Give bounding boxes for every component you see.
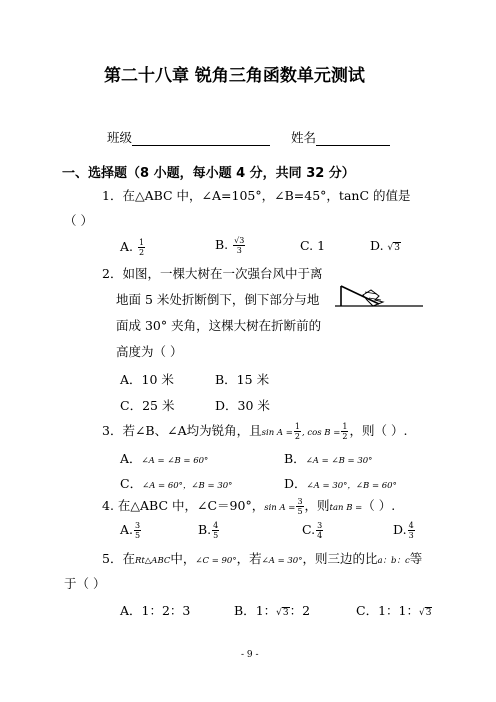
fraction: $\frac{√3}{3}$ [234,236,245,255]
fraction: $\frac{3}{5}$ [297,497,303,516]
q4-stem: 4. 在△ABC 中，∠C＝90°，sin A = $\frac{3}{5}$ ，则tan B =（ ）. [102,497,396,516]
fraction: $\frac{3}{4}$ [317,521,323,540]
broken-tree-figure [335,280,425,310]
class-label: 班级 [107,130,133,145]
fraction: $\frac{4}{5}$ [213,521,219,540]
q4-option-d[interactable]: D. $\frac{4}{3}$ [393,521,414,540]
name-label: 姓名 [291,130,317,145]
q3-option-a[interactable]: A．∠A = ∠B = 60° [120,451,209,466]
q5-stem: 5．在Rt△ABC中，∠C = 90°，若∠A = 30°，则三边的比a：b：c等 [102,551,423,566]
q2-option-a[interactable]: A．10 米 [120,372,174,387]
q2-line-1: 2．如图，一棵大树在一次强台风中于离 [102,266,323,281]
q5-line-2: 于（ ） [64,576,106,591]
fraction: $\frac{1}{2}$ [342,422,348,441]
q5-option-c[interactable]: C．1：1：√3 [356,603,432,618]
q1-option-a[interactable]: A. $\frac{1}{2}$ [120,238,145,257]
name-field[interactable] [291,128,390,146]
fraction: $\frac{3}{5}$ [135,521,141,540]
section-heading: 一、选择题（8 小题，每小题 4 分，共同 32 分） [62,166,355,181]
q3-stem: 3．若∠B、∠A均为锐角，且sin A = $\frac{1}{2}$ , cos B = $\frac{1}{2}$ ，则（ ）. [102,422,408,441]
q4-option-a[interactable]: A. $\frac{3}{5}$ [120,521,141,540]
q4-option-b[interactable]: B. $\frac{4}{5}$ [198,521,219,540]
q2-option-b[interactable]: B．15 米 [215,372,270,387]
q3-option-c[interactable]: C．∠A = 60°，∠B = 30° [120,476,233,491]
fraction: $\frac{1}{2}$ [139,238,145,257]
q3-option-b[interactable]: B．∠A = ∠B = 30° [284,451,373,466]
fraction: $\frac{1}{2}$ [294,422,300,441]
q1-stem: 1．在△ABC 中，∠A=105°，∠B=45°，tanC 的值是 [102,188,411,203]
q4-option-c[interactable]: C. $\frac{3}{4}$ [302,521,323,540]
sqrt-symbol: √3 [387,243,401,253]
sqrt-symbol: √3 [276,608,289,618]
page-title: 第二十八章 锐角三角函数单元测试 [104,66,365,86]
q3-option-d[interactable]: D．∠A = 30°，∠B = 60° [284,476,397,491]
q2-line-2: 地面 5 米处折断倒下，倒下部分与地 [116,292,320,307]
q5-option-a[interactable]: A．1：2：3 [120,603,191,618]
q1-option-c[interactable]: C. 1 [300,238,326,253]
class-blank[interactable] [132,133,270,146]
q2-option-c[interactable]: C．25 米 [120,398,175,413]
q1-paren: （ ） [64,213,93,228]
class-field[interactable] [107,128,270,146]
q2-line-4: 高度为（ ） [116,344,183,359]
fraction: $\frac{4}{3}$ [408,521,414,540]
q2-line-3: 面成 30° 夹角，这棵大树在折断前的 [116,318,322,333]
page-number: - 9 - [241,650,259,660]
sqrt-symbol: √3 [418,608,432,618]
q2-option-d[interactable]: D．30 米 [215,398,270,413]
q1-option-d[interactable]: D. √3 [370,238,401,253]
q5-option-b[interactable]: B．1：√3：2 [234,603,311,618]
name-blank[interactable] [316,133,390,146]
q1-option-b[interactable]: B. $\frac{√3}{3}$ [215,236,245,255]
